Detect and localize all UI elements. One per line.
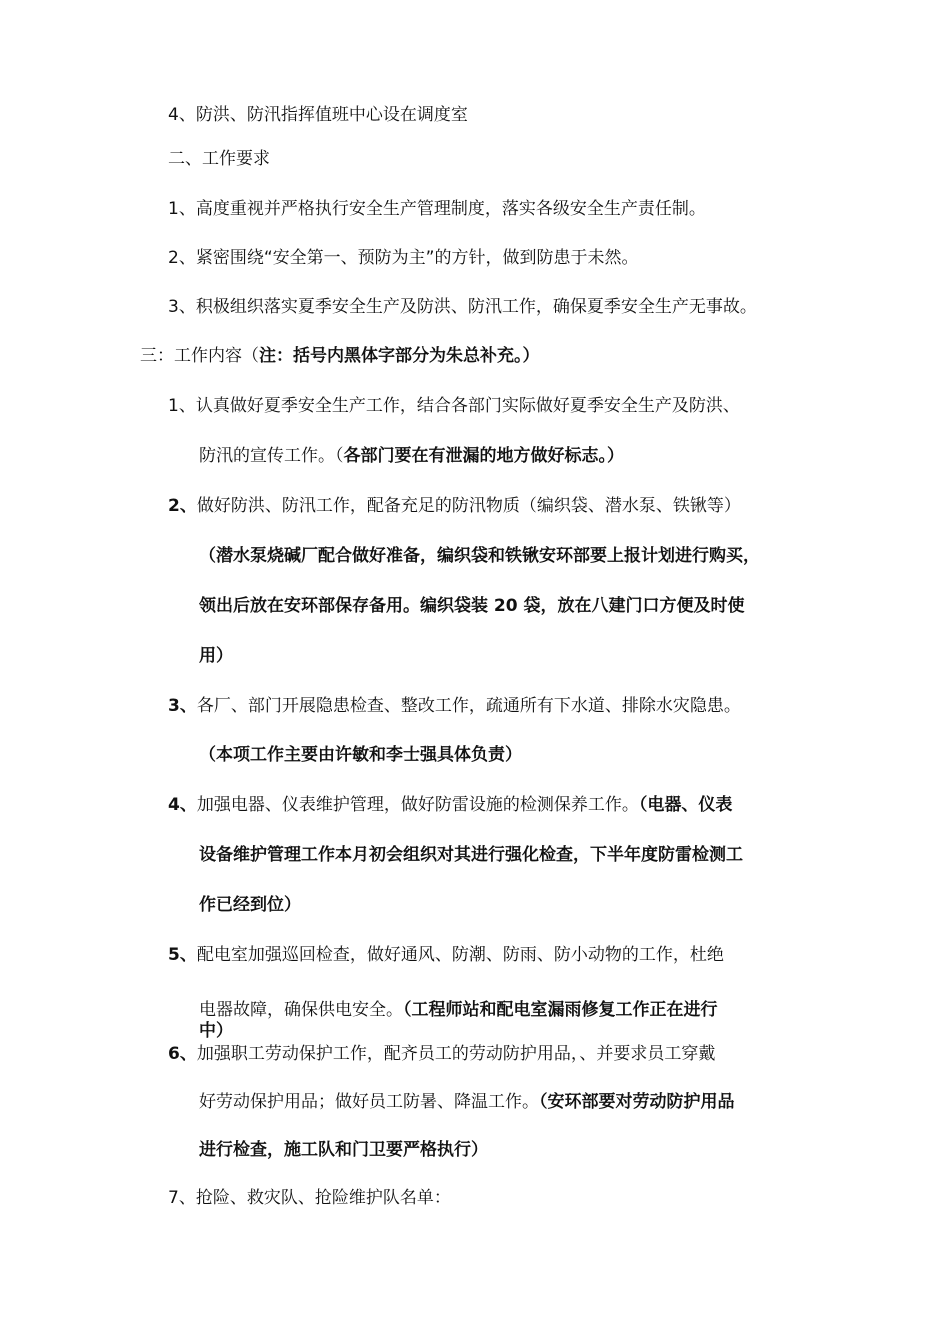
- item-text: 紧密围绕“安全第一、预防为主”的方针，做到防患于未然。: [195, 248, 639, 268]
- list-item: [168, 1044, 715, 1064]
- item-note: 领出后放在安环部保存备用。编织袋装 20 袋，放在八建门口方便及时使: [199, 596, 745, 616]
- item-number: 3、: [168, 297, 196, 317]
- item-continuation: [199, 1000, 718, 1020]
- item-note: （安环部要对劳动防护用品: [539, 1092, 735, 1112]
- item-text: 高度重视并严格执行安全生产管理制度，落实各级安全生产责任制。: [195, 199, 706, 219]
- item-number: 3、: [168, 696, 197, 716]
- list-item: [168, 396, 740, 416]
- item-number: 1、: [168, 199, 196, 219]
- list-item: [168, 199, 706, 219]
- item-note: （本项工作主要由许敏和李士强具体负责）: [199, 745, 522, 765]
- item-note: 用）: [199, 646, 233, 666]
- item-continuation: [199, 1092, 735, 1112]
- item-text: 电器故障，确保供电安全。: [199, 1000, 403, 1020]
- item-number: 4、: [168, 795, 197, 815]
- item-text: 防汛的宣传工作。（: [199, 446, 344, 466]
- item-text: 加强电器、仪表维护管理，做好防雷设施的检测保养工作。: [196, 795, 639, 815]
- item-text: 各厂、部门开展隐患检查、整改工作，疏通所有下水道、排除水灾隐患。: [196, 696, 741, 716]
- list-item: [168, 1188, 451, 1208]
- item-note: （电器、仪表: [638, 795, 733, 815]
- item-text: 加强职工劳动保护工作，配齐员工的劳动防护用品，、并要求员工穿戴: [196, 1044, 716, 1064]
- list-item: [168, 496, 741, 516]
- item-number: 7、: [168, 1188, 196, 1208]
- list-item: [168, 297, 757, 317]
- section-note: 注：括号内黑体字部分为朱总补充。）: [259, 346, 540, 366]
- item-number: 5、: [168, 945, 197, 965]
- item-number: 2、: [168, 496, 197, 516]
- item-continuation: [199, 446, 624, 466]
- section-heading: 二、工作要求: [168, 149, 270, 169]
- item-text: 做好防洪、防汛工作，配备充足的防汛物质（编织袋、潜水泵、铁锹等）: [196, 496, 741, 516]
- item-note: 作已经到位）: [199, 895, 301, 915]
- item-text: 防洪、防汛指挥值班中心设在调度室: [195, 105, 468, 125]
- item-text: 抢险、救灾队、抢险维护队名单：: [195, 1188, 451, 1208]
- item-note: 进行检查，施工队和门卫要严格执行）: [199, 1140, 488, 1160]
- list-item: [168, 795, 732, 815]
- item-text: 好劳动保护用品；做好员工防暑、降温工作。: [199, 1092, 539, 1112]
- item-number: 1、: [168, 396, 196, 416]
- item-text: 认真做好夏季安全生产工作，结合各部门实际做好夏季安全生产及防洪、: [195, 396, 740, 416]
- section-title: 三：工作内容（: [140, 346, 259, 366]
- list-item: [168, 945, 724, 965]
- section-heading: [140, 346, 540, 366]
- item-note: 中）: [199, 1021, 233, 1041]
- item-number: 2、: [168, 248, 196, 268]
- item-note: 各部门要在有泄漏的地方做好标志。）: [343, 446, 624, 466]
- item-text: 积极组织落实夏季安全生产及防洪、防汛工作，确保夏季安全生产无事故。: [195, 297, 757, 317]
- item-number: 6、: [168, 1044, 197, 1064]
- item-note: 设备维护管理工作本月初会组织对其进行强化检查，下半年度防雷检测工: [199, 845, 743, 865]
- list-item: [168, 248, 638, 268]
- item-text: 配电室加强巡回检查，做好通风、防潮、防雨、防小动物的工作，杜绝: [196, 945, 724, 965]
- item-note: （潜水泵烧碱厂配合做好准备，编织袋和铁锹安环部要上报计划进行购买，: [199, 546, 760, 566]
- list-item: [168, 696, 741, 716]
- list-item: [168, 105, 468, 125]
- item-note: （工程师站和配电室漏雨修复工作正在进行: [403, 1000, 718, 1020]
- item-number: 4、: [168, 105, 196, 125]
